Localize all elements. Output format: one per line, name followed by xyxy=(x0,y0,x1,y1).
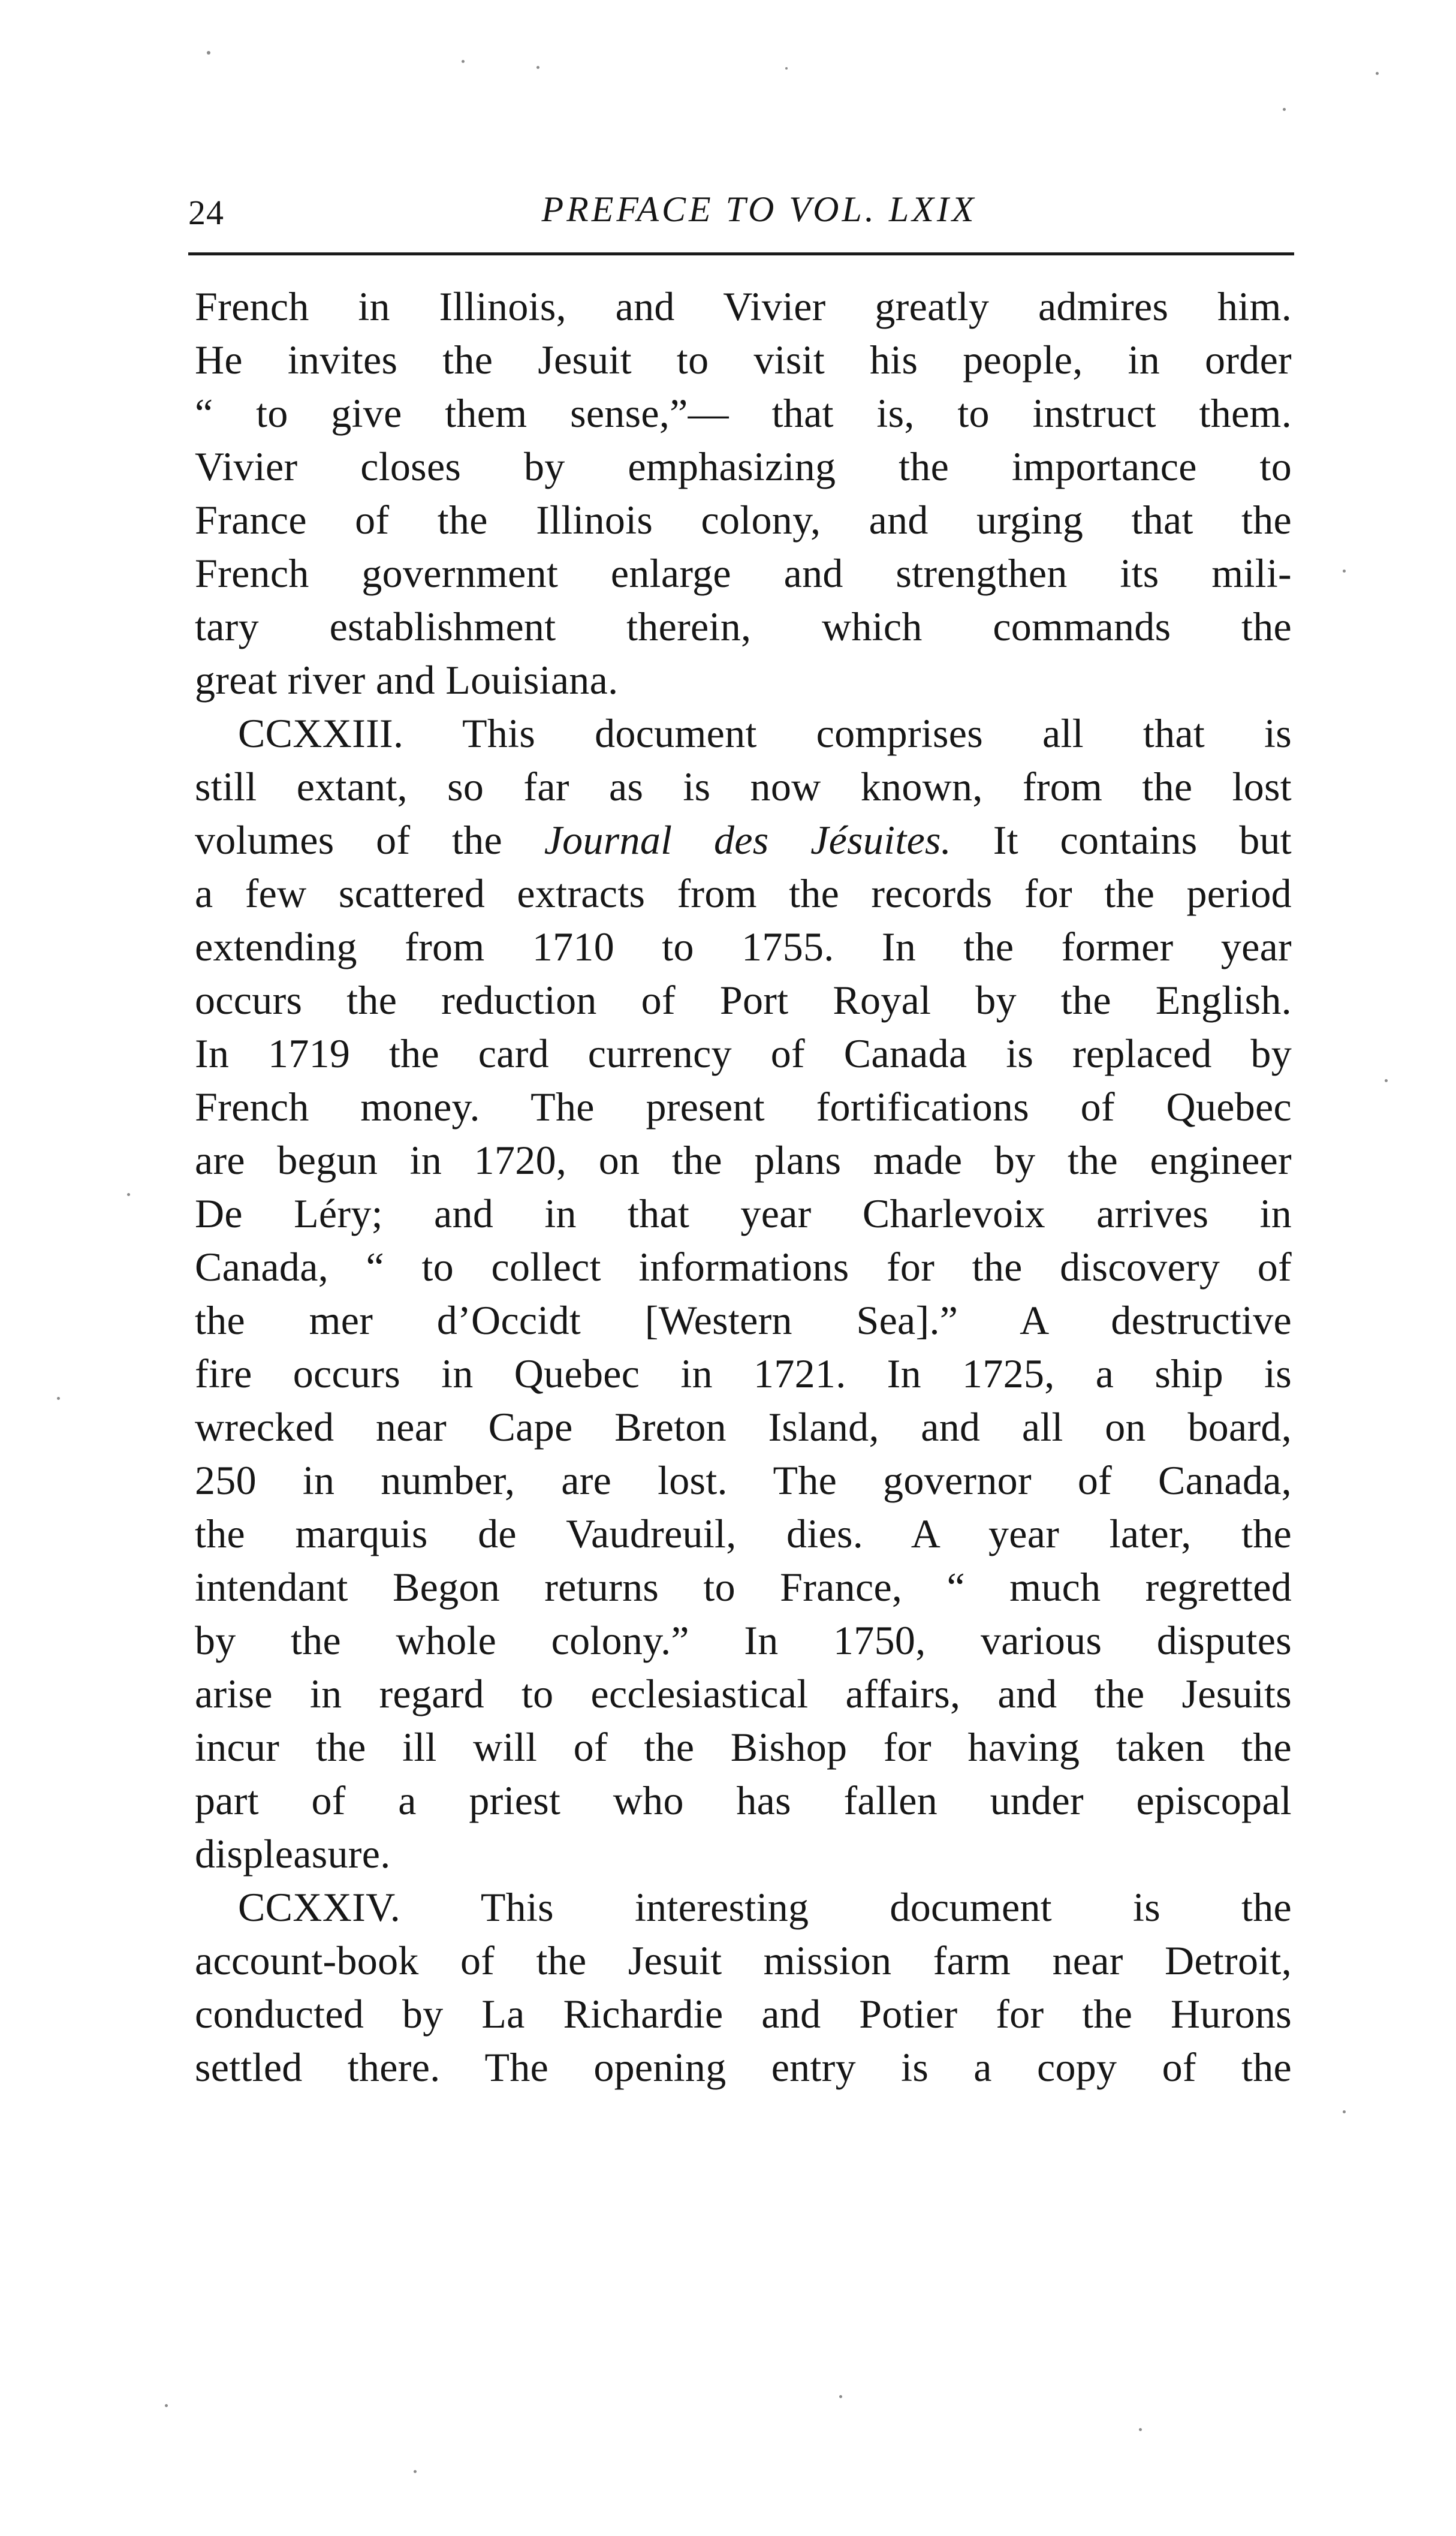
text-line: fire occurs in Quebec in 1721. In 1725, a ship is xyxy=(195,1351,1292,1396)
text-line: In 1719 the card currency of Canada is replaced by xyxy=(195,1031,1292,1076)
text-line: tary establishment therein, which commands the xyxy=(195,604,1292,649)
paragraph-ccxxiv xyxy=(195,1881,1292,2094)
text-line: the mer d’Occidt [Western Sea].” A destructive xyxy=(195,1297,1292,1343)
text-line: are begun in 1720, on the plans made by the engineer xyxy=(195,1137,1292,1183)
scan-speck xyxy=(1343,570,1346,573)
text-line: part of a priest who has fallen under episcopal xyxy=(195,1778,1292,1823)
header-rule xyxy=(188,252,1294,255)
text-line: displeasure. xyxy=(195,1831,391,1877)
text-line: arise in regard to ecclesiastical affairs, and the Jesuits xyxy=(195,1671,1292,1716)
page-number: 24 xyxy=(188,193,224,232)
text-line: He invites the Jesuit to visit his people, in order xyxy=(195,337,1292,382)
paragraph-vivier xyxy=(195,280,1292,707)
text-line: De Léry; and in that year Charlevoix arrives in xyxy=(195,1191,1292,1236)
text-line: Canada, “ to collect informations for the discovery of xyxy=(195,1244,1292,1290)
text-line: intendant Begon returns to France, “ much regretted xyxy=(195,1564,1292,1610)
text-line: extending from 1710 to 1755. In the former year xyxy=(195,924,1292,969)
text-line: settled there. The opening entry is a copy of the xyxy=(195,2044,1292,2090)
journal-title: Journal des Jésuites. xyxy=(544,817,952,863)
scan-speck xyxy=(839,2395,842,2398)
running-title: PREFACE TO VOL. LXIX xyxy=(541,189,977,229)
text-line: incur the ill will of the Bishop for having taken the xyxy=(195,1724,1292,1770)
running-head xyxy=(188,189,1294,243)
scan-speck xyxy=(1385,1079,1388,1082)
text-span: volumes of the xyxy=(195,817,544,863)
text-line: the marquis de Vaudreuil, dies. A year later, the xyxy=(195,1511,1292,1556)
text-line: French in Illinois, and Vivier greatly admires him. xyxy=(195,284,1292,329)
text-line: wrecked near Cape Breton Island, and all on board, xyxy=(195,1404,1292,1450)
text-line: account-book of the Jesuit mission farm near Detroit, xyxy=(195,1938,1292,1983)
text-line: occurs the reduction of Port Royal by the English. xyxy=(195,977,1292,1023)
scan-speck xyxy=(1283,108,1286,111)
text-span: It contains but xyxy=(951,817,1292,863)
text-line: 250 in number, are lost. The governor of Canada, xyxy=(195,1457,1292,1503)
scan-speck xyxy=(57,1397,60,1400)
body-text xyxy=(195,280,1292,2094)
paragraph-ccxxiii xyxy=(195,707,1292,1881)
text-line: French money. The present fortifications of Quebec xyxy=(195,1084,1292,1130)
text-line: Vivier closes by emphasizing the importance to xyxy=(195,444,1292,489)
text-line: by the whole colony.” In 1750, various disputes xyxy=(195,1618,1292,1663)
scan-speck xyxy=(414,2470,417,2473)
scan-speck xyxy=(1376,72,1379,75)
scan-speck xyxy=(207,51,210,55)
text-line: French government enlarge and strengthen its mili- xyxy=(195,550,1292,596)
text-line: still extant, so far as is now known, from the lost xyxy=(195,764,1292,809)
text-line: “ to give them sense,”— that is, to instruct them. xyxy=(195,390,1292,436)
text-line: CCXXIII. This document comprises all that is xyxy=(238,710,1292,756)
text-line: great river and Louisiana. xyxy=(195,657,619,703)
text-line: France of the Illinois colony, and urging that the xyxy=(195,497,1292,543)
scan-speck xyxy=(536,66,539,69)
scan-speck xyxy=(127,1193,130,1196)
scan-speck xyxy=(462,60,465,63)
scan-speck xyxy=(1343,2110,1346,2113)
text-line: CCXXIV. This interesting document is the xyxy=(238,1884,1292,1930)
scan-speck xyxy=(785,67,788,70)
text-line: conducted by La Richardie and Potier for the Hurons xyxy=(195,1991,1292,2037)
text-line: a few scattered extracts from the records for the period xyxy=(195,871,1292,916)
scan-speck xyxy=(1139,2428,1142,2431)
text-line-journal xyxy=(195,814,1292,867)
scan-speck xyxy=(165,2404,168,2407)
